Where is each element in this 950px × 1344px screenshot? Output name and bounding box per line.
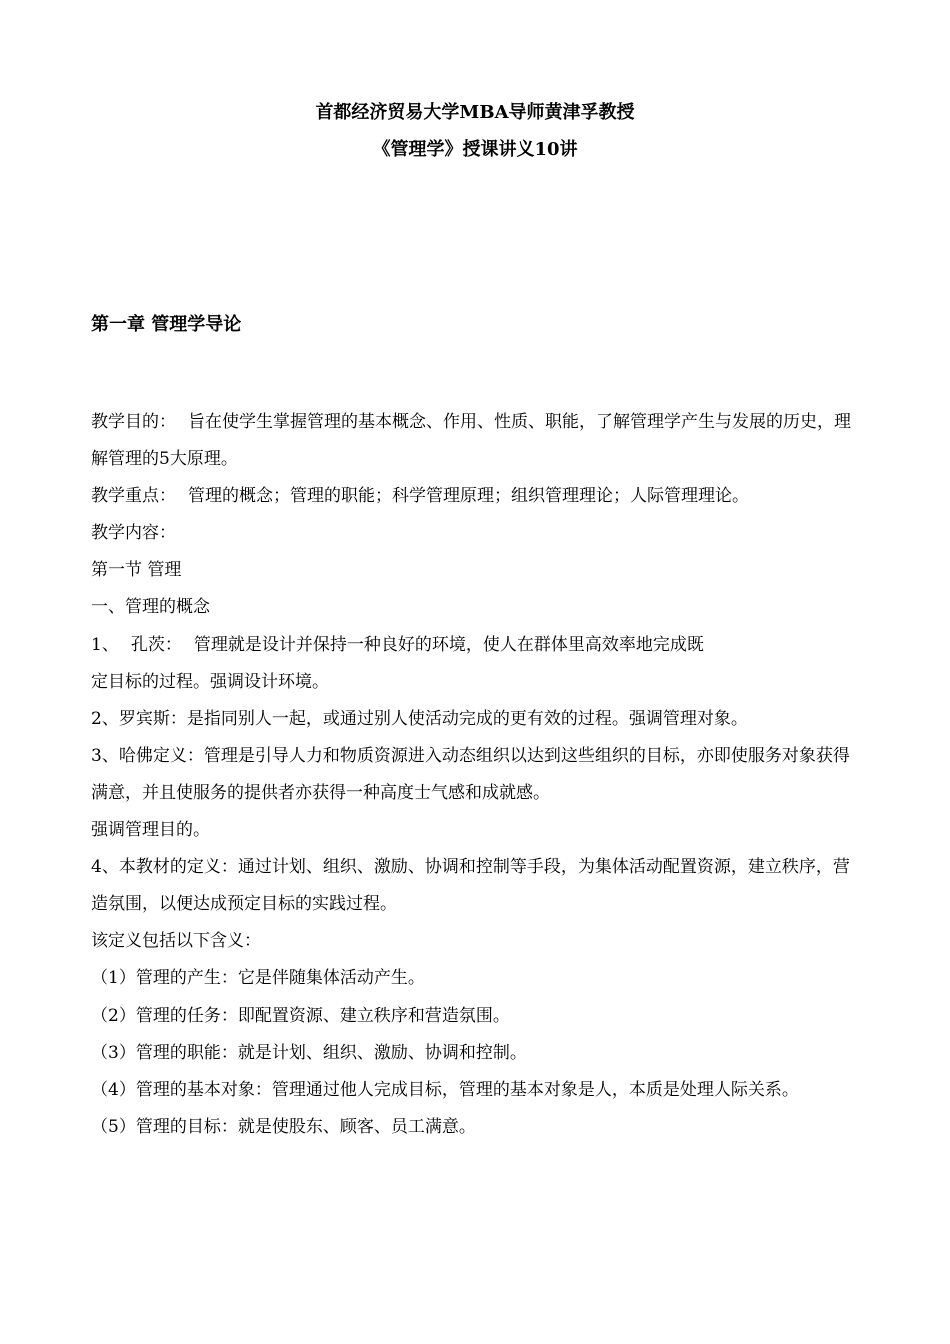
meaning-item: （5）管理的目标：就是使股东、顾客、员工满意。 bbox=[91, 1116, 476, 1137]
chapter-body bbox=[91, 404, 863, 1146]
definition-koontz bbox=[91, 627, 863, 664]
meaning-item: （3）管理的职能：就是计划、组织、激励、协调和控制。 bbox=[91, 1042, 527, 1063]
objective-label: 教学目的： bbox=[91, 412, 176, 432]
definition-textbook: 4、本教材的定义：通过计划、组织、激励、协调和控制等手段，为集体活动配置资源，建立秩序，营造氛围，以便达成预定目标的实践过程。 bbox=[91, 857, 850, 915]
definition-text: 管理就是设计并保持一种良好的环境，使人在群体里高效率地完成既 bbox=[193, 634, 704, 655]
course-title: 《管理学》授课讲义10讲 bbox=[372, 139, 578, 160]
section-heading: 第一节 管理 bbox=[91, 560, 182, 581]
subsection-heading: 一、管理的概念 bbox=[91, 597, 210, 618]
definition-koontz-continued: 定目标的过程。强调设计环境。 bbox=[91, 671, 329, 692]
teaching-focus bbox=[91, 478, 863, 515]
content-label: 教学内容： bbox=[91, 523, 176, 544]
definition-harvard-note: 强调管理目的。 bbox=[91, 820, 210, 841]
meaning-item: （2）管理的任务：即配置资源、建立秩序和营造氛围。 bbox=[91, 1005, 510, 1026]
meaning-intro: 该定义包括以下含义： bbox=[91, 931, 261, 952]
objective-text: 旨在使学生掌握管理的基本概念、作用、性质、职能，了解管理学产生与发展的历史，理解管理的5大原理。 bbox=[91, 412, 851, 470]
focus-label: 教学重点： bbox=[91, 486, 176, 507]
definition-number: 1、 bbox=[91, 634, 119, 655]
teaching-objective bbox=[91, 404, 863, 478]
focus-text: 管理的概念；管理的职能；科学管理原理；组织管理理论；人际管理理论。 bbox=[188, 486, 749, 507]
chapter-heading: 第一章 管理学导论 bbox=[91, 314, 242, 335]
meaning-item: （4）管理的基本对象：管理通过他人完成目标，管理的基本对象是人，本质是处理人际关系。 bbox=[91, 1079, 799, 1100]
definition-harvard: 3、哈佛定义：管理是引导人力和物质资源进入动态组织以达到这些组织的目标，亦即使服务对象获得满意，并且使服务的提供者亦获得一种高度士气感和成就感。 bbox=[91, 745, 850, 803]
meaning-item: （1）管理的产生：它是伴随集体活动产生。 bbox=[91, 968, 425, 989]
definition-robbins: 2、罗宾斯：是指同别人一起，或通过别人使活动完成的更有效的过程。强调管理对象。 bbox=[91, 708, 748, 729]
definition-author: 孔茨： bbox=[130, 634, 182, 655]
lecturer-heading: 首都经济贸易大学MBA导师黄津孚教授 bbox=[315, 102, 635, 123]
